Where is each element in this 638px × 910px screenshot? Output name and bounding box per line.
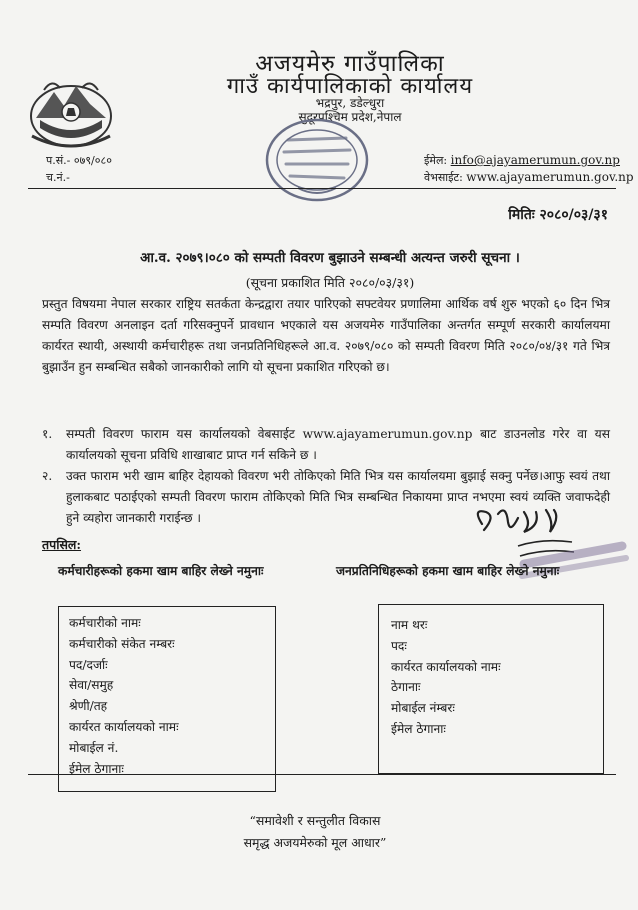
office-name: गाउँ कार्यपालिकाको कार्यालय bbox=[226, 74, 474, 99]
staff-field: कर्मचारीको नामः bbox=[69, 616, 141, 630]
address-line-2: सुदूरपश्चिम प्रदेश,नेपाल bbox=[298, 110, 402, 124]
rep-field: नाम थरः bbox=[391, 618, 428, 632]
staff-field: पद/दर्जाः bbox=[69, 657, 108, 672]
staff-field: मोबाईल नं. bbox=[69, 740, 119, 755]
staff-envelope-sample-box bbox=[58, 606, 276, 792]
email-link[interactable]: info@ajayamerumun.gov.np bbox=[450, 153, 620, 167]
notice-body: प्रस्तुत विषयमा नेपाल सरकार राष्ट्रिय सतर्कता केन्द्रद्वारा तयार पारिएको सफ्टवेयर प्रणालिमा आर्थिक वर्ष शुरु भएको ६० दिन भित्र सम्पति विवरण अनलाइन दर्ता गरिसक्नुपर्ने प्रावधान भएकाले यस अजयमेरु गाउँपालिका अन्तर्गत सम्पूर्ण सरकारी कार्यालयमा कार्यरत स्थायी, अस्थायी कर्मचारीहरू तथा जनप्रतिनिधिहरूले आ.व. २०७९/०८० को सम्पती विवरण मिति २०८०/०४/३१ गते भित्र बुझाउँन हुन सम्बन्धित सबैको जानकारीको लागि यो सूचना प्रकाशित गरिएको छ। bbox=[42, 297, 610, 374]
rep-field: पदः bbox=[391, 638, 407, 653]
ref-number: प.सं.- ०७९/०८० bbox=[46, 154, 112, 167]
notice-title: आ.व. २०७९।०८० को सम्पती विवरण बुझाउने सम्बन्धी अत्यन्त जरुरी सूचना । bbox=[140, 250, 520, 266]
staff-field: कर्मचारीको संकेत नम्बरः bbox=[69, 636, 175, 651]
annex-heading: तपसिल: bbox=[42, 537, 82, 552]
rep-field: ठेगानाः bbox=[391, 680, 421, 695]
footer-divider bbox=[28, 774, 616, 775]
rep-envelope-heading: जनप्रतिनिधिहरूको हकमा खाम बाहिर लेख्ने नमुनाः bbox=[336, 564, 560, 578]
org-name: अजयमेरु गाउँपालिका bbox=[255, 51, 445, 77]
rep-field: ईमेल ठेगानाः bbox=[391, 721, 446, 736]
website-link[interactable]: www.ajayamerumun.gov.np bbox=[466, 170, 634, 184]
email-label: ईमेल: bbox=[424, 154, 448, 167]
staff-field: ईमेल ठेगानाः bbox=[69, 761, 124, 776]
rep-field: मोबाईल नंम्बरः bbox=[391, 701, 455, 716]
staff-field: सेवा/समुह bbox=[69, 678, 114, 693]
staff-envelope-heading: कर्मचारीहरूको हकमा खाम बाहिर लेख्ने नमुनाः bbox=[58, 564, 264, 578]
rep-envelope-sample-box bbox=[378, 604, 604, 774]
list-item-number: १. bbox=[42, 427, 53, 441]
list-item-number: २. bbox=[42, 469, 53, 483]
office-seal-stamp-icon bbox=[258, 110, 376, 210]
rep-field: कार्यरत कार्यालयको नामः bbox=[391, 659, 501, 674]
website-label: वेभसाईट: bbox=[424, 171, 463, 184]
notice-subtitle: (सूचना प्रकाशित मिति २०८०/०३/३१) bbox=[245, 275, 415, 290]
list-item-text: उक्त फाराम भरी खाम बाहिर देहायको विवरण भरी तोकिएको मिति भित्र यस कार्यालयमा बुझाई सक्नु पर्नेछ।आफु स्वयं तथा हुलाकबाट पठाईएको सम्पती विवरण फाराम तोकिएको मिति भित्र सम्बन्धित निकायमा प्राप्त नभएमा स्वयं व्यक्ति जवाफदेही हुने व्यहोरा जानकारी गराईन्छ । bbox=[66, 469, 610, 525]
header-divider bbox=[28, 188, 616, 189]
list-item-text: सम्पती विवरण फाराम यस कार्यालयको वेबसाईट www.ajayamerumun.gov.np बाट डाउनलोड गरेर वा यस कार्यालयको सूचना प्रविधि शाखाबाट प्राप्त गर्न सकिने छ । bbox=[66, 427, 610, 462]
contact-block bbox=[424, 152, 634, 186]
staff-field: श्रेणी/तह bbox=[69, 699, 108, 714]
reference-block bbox=[46, 152, 112, 186]
nepal-emblem-icon bbox=[24, 70, 118, 150]
staff-field: कार्यरत कार्यालयको नामः bbox=[69, 719, 179, 734]
slogan-line-1: “समावेशी र सन्तुलीत विकास bbox=[249, 813, 381, 828]
notice-date: मितिः २०८०/०३/३१ bbox=[508, 207, 608, 223]
address-line-1: भद्रपुर, डडेल्धुरा bbox=[315, 96, 385, 110]
list-item bbox=[42, 424, 610, 466]
slogan-line-2: समृद्ध अजयमेरुको मूल आधार” bbox=[243, 835, 387, 850]
dispatch-number: च.नं.- bbox=[46, 171, 70, 184]
